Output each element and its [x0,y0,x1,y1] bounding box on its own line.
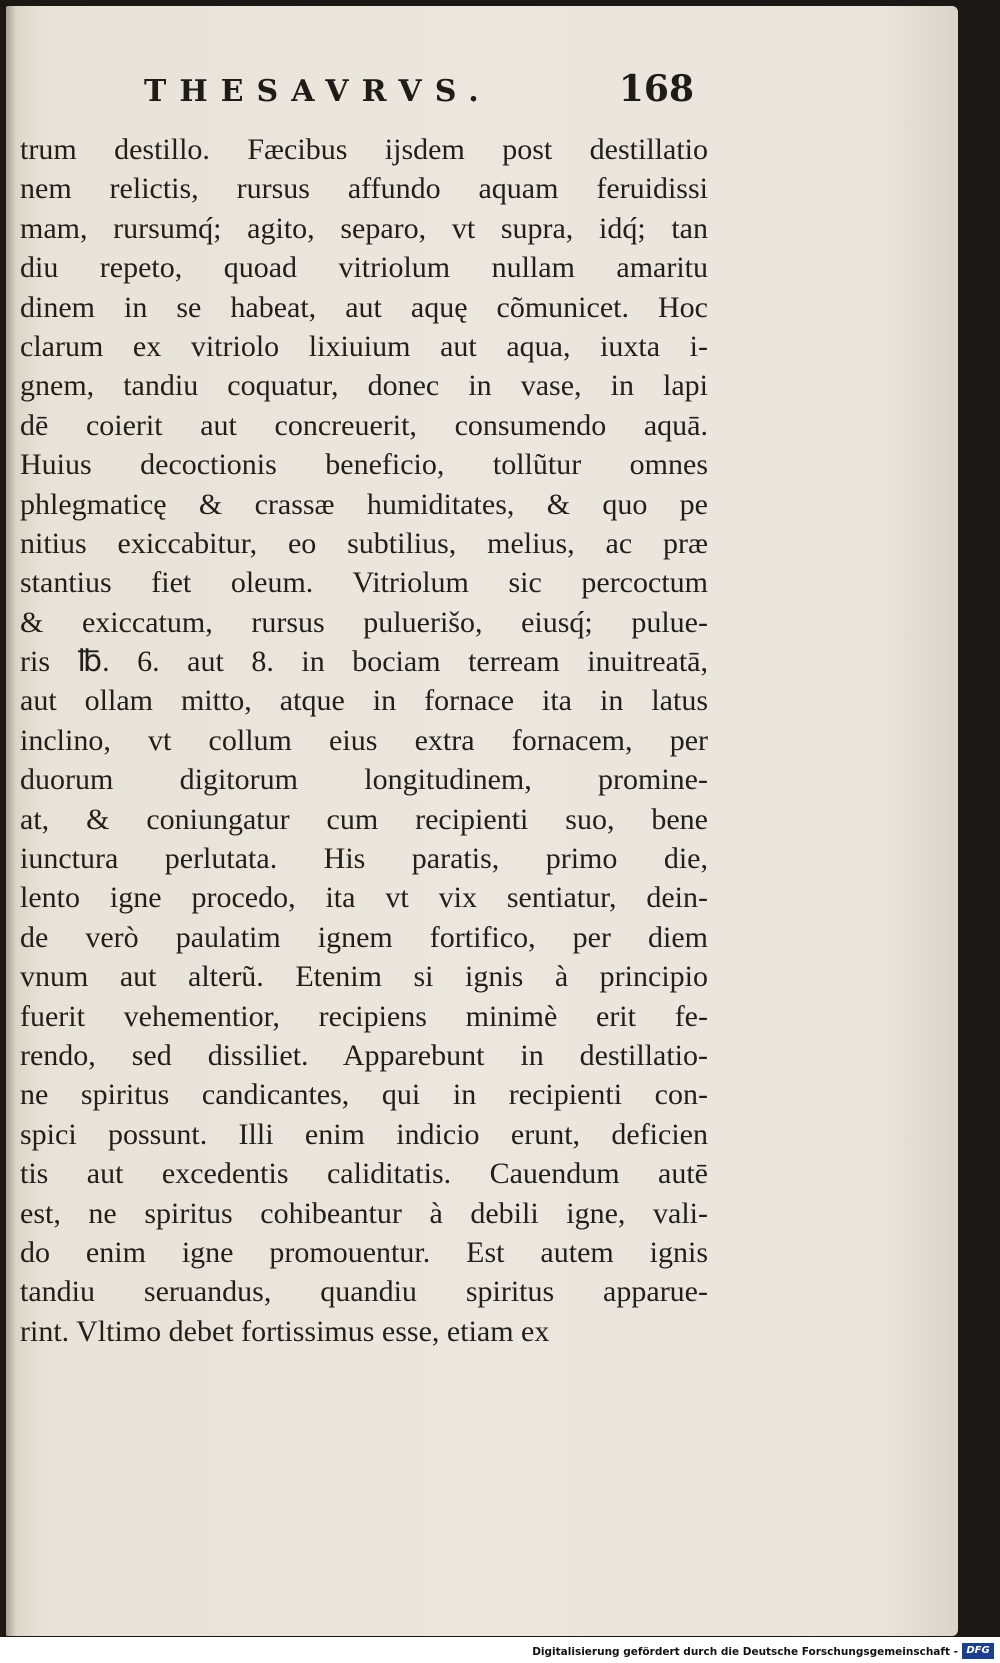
running-title: THESAVRVS. [144,74,492,109]
page-number: 168 [618,68,694,110]
funding-credit: Digitalisierung gefördert durch die Deutsche Forschungsgemeinschaft - [532,1646,958,1658]
running-head [134,68,694,128]
text-line: dē coierit aut concreuerit, consumendo aquā. [20,408,708,442]
text-line: rint. Vltimo debet fortissimus esse, etiam ex [20,1314,550,1348]
text-line: dinem in se habeat, aut aquę cõmunicet. Hoc [20,290,708,324]
text-line: est, ne spiritus cohibeantur à debili igne, vali- [20,1196,708,1230]
text-line: tis aut excedentis caliditatis. Cauendum autē [20,1157,708,1191]
footer-bar [0,1637,1000,1663]
text-line: iunctura perlutata. His paratis, primo die, [20,842,708,876]
text-line: de verò paulatim ignem fortifico, per diem [20,920,708,954]
text-line: inclino, vt collum eius extra fornacem, per [20,723,708,757]
text-line: ne spiritus candicantes, qui in recipienti con- [20,1078,708,1112]
text-line: at, & coniungatur cum recipienti suo, bene [20,802,708,836]
book-page [6,6,958,1636]
dfg-logo: DFG [962,1643,994,1659]
text-line: vnum aut alterũ. Etenim si ignis à principio [20,960,708,994]
text-line: & exiccatum, rursus puluerišo, eiusq́; pulue- [20,605,708,639]
text-line: clarum ex vitriolo lixiuium aut aqua, iuxta i- [20,329,708,363]
body-text [20,130,708,1351]
text-line: Huius decoctionis beneficio, tollũtur omnes [20,448,708,482]
text-line: rendo, sed dissiliet. Apparebunt in destillatio- [20,1038,708,1072]
text-line: diu repeto, quoad vitriolum nullam amaritu [20,251,708,285]
text-line: duorum digitorum longitudinem, promine- [20,763,708,797]
text-line: tandiu seruandus, quandiu spiritus apparue- [20,1275,708,1309]
text-line: aut ollam mitto, atque in fornace ita in latus [20,684,708,718]
text-line: mam, rursumq́; agito, separo, vt supra, idq́; tan [20,211,708,245]
text-line: trum destillo. Fæcibus ijsdem post destillatio [20,133,708,166]
text-line: gnem, tandiu coquatur, donec in vase, in lapi [20,369,708,403]
text-line: do enim igne promouentur. Est autem ignis [20,1235,708,1269]
text-line: nitius exiccabitur, eo subtilius, melius, ac præ [20,526,708,560]
text-line: lento igne procedo, ita vt vix sentiatur, dein- [20,881,708,915]
text-line: spici possunt. Illi enim indicio erunt, deficien [20,1117,708,1151]
text-line: stantius fiet oleum. Vitriolum sic percoctum [20,566,708,600]
text-line: ris ℔. 6. aut 8. in bociam terream inuitreatā, [20,645,708,679]
text-line: phlegmaticę & crassæ humiditates, & quo pe [20,487,708,521]
text-line: nem relictis, rursus affundo aquam feruidissi [20,172,708,206]
text-line: fuerit vehementior, recipiens minimè erit fe- [20,999,708,1033]
